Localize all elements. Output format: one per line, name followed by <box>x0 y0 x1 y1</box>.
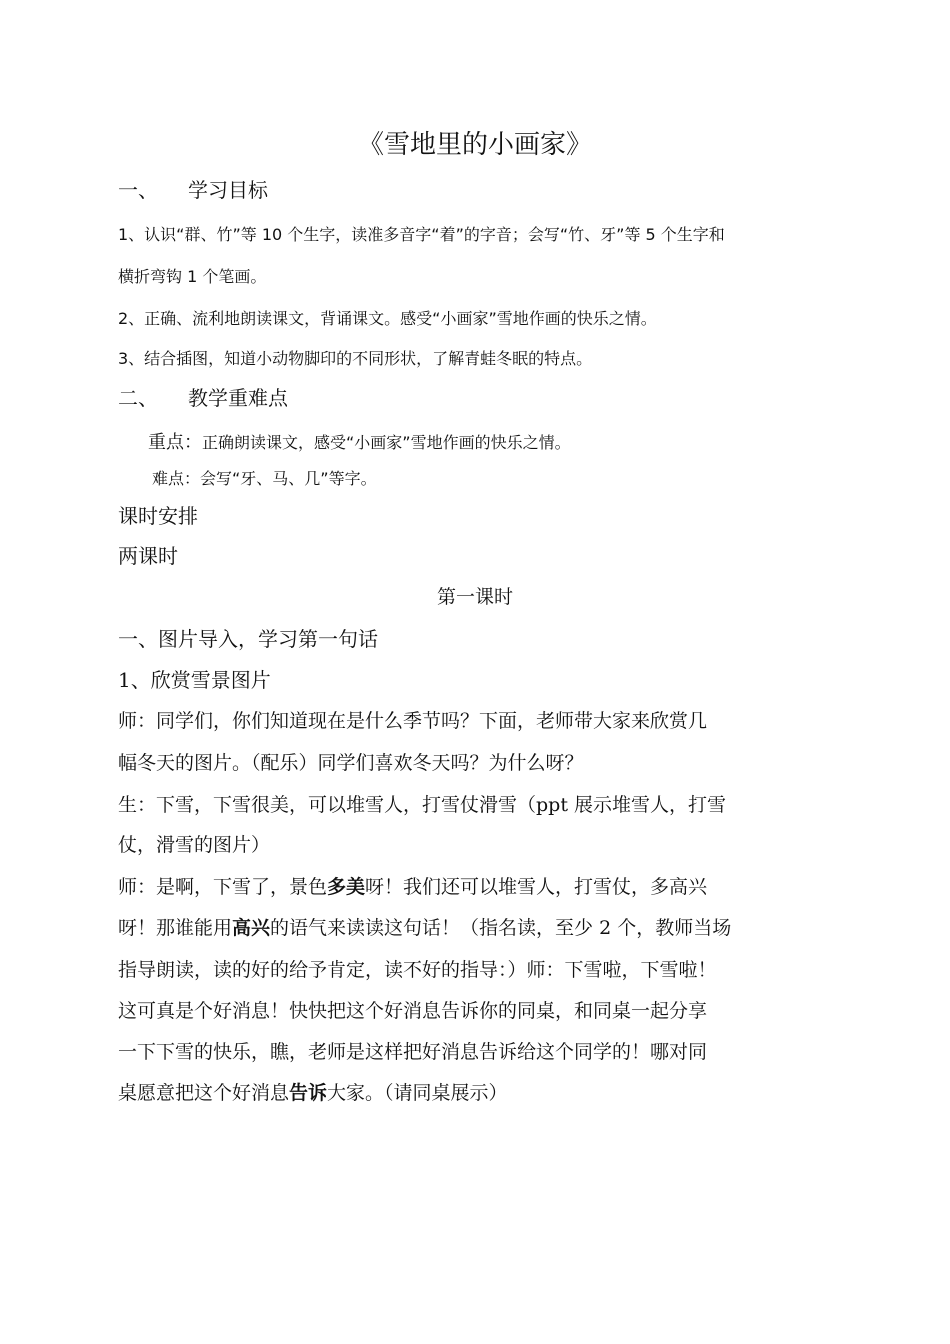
section-title: 学习目标 <box>188 178 268 202</box>
dialogue-line: 呀！那谁能用高兴的语气来读读这句话！（指名读，至少 2 个，教师当场 <box>118 917 732 939</box>
section-number: 二、 <box>118 386 158 410</box>
dialogue-line: 幅冬天的图片。（配乐）同学们喜欢冬天吗？为什么呀？ <box>118 752 584 774</box>
difficult-point: 难点：会写“牙、马、几”等字。 <box>152 469 377 488</box>
dialogue-line: 这可真是个好消息！快快把这个好消息告诉你的同桌，和同桌一起分享 <box>118 1000 708 1022</box>
dialogue-line: 桌愿意把这个好消息告诉大家。（请同桌展示） <box>118 1082 508 1104</box>
key-point-text: 正确朗读课文，感受“小画家”雪地作画的快乐之情。 <box>202 433 571 452</box>
schedule-value: 两课时 <box>118 544 178 568</box>
section-heading-objectives <box>118 180 268 200</box>
dialogue-line: 一下下雪的快乐，瞧，老师是这样把好消息告诉给这个同学的！哪对同 <box>118 1041 708 1063</box>
objective-item-3: 3、结合插图，知道小动物脚印的不同形状，了解青蛙冬眠的特点。 <box>118 349 593 368</box>
lesson-step-heading: 1、欣赏雪景图片 <box>118 668 271 692</box>
section-number: 一、 <box>118 178 158 202</box>
document-title: 《雪地里的小画家》 <box>357 130 592 160</box>
dialogue-line: 指导朗读，读的好的给予肯定，读不好的指导：）师：下雪啦，下雪啦！ <box>118 959 717 981</box>
dialogue-line: 仗，滑雪的图片） <box>118 834 271 856</box>
emphasis-text: 多美 <box>327 876 366 898</box>
dialogue-line: 师：同学们，你们知道现在是什么季节吗？下面，老师带大家来欣赏几 <box>118 710 708 732</box>
schedule-heading: 课时安排 <box>118 504 198 528</box>
key-point-label: 重点： <box>148 432 202 453</box>
emphasis-text: 告诉 <box>289 1082 328 1104</box>
objective-item-2: 2、正确、流利地朗读课文，背诵课文。感受“小画家”雪地作画的快乐之情。 <box>118 309 657 328</box>
objective-item-1: 1、认识“群、竹”等 10 个生字，读准多音字“着”的字音；会写“竹、牙”等 5 个生字和 <box>118 225 725 244</box>
key-point <box>148 434 571 452</box>
section-heading-key-points <box>118 388 288 408</box>
dialogue-line: 生：下雪，下雪很美，可以堆雪人，打雪仗滑雪（ppt 展示堆雪人，打雪 <box>118 794 727 816</box>
lesson-part-heading: 一、图片导入，学习第一句话 <box>118 627 378 651</box>
dialogue-line: 师：是啊，下雪了，景色多美呀！我们还可以堆雪人，打雪仗，多高兴 <box>118 876 708 898</box>
objective-item-1-cont: 横折弯钩 1 个笔画。 <box>118 267 267 286</box>
emphasis-text: 高兴 <box>232 917 271 939</box>
section-title: 教学重难点 <box>188 386 288 410</box>
lesson-heading: 第一课时 <box>436 586 513 608</box>
